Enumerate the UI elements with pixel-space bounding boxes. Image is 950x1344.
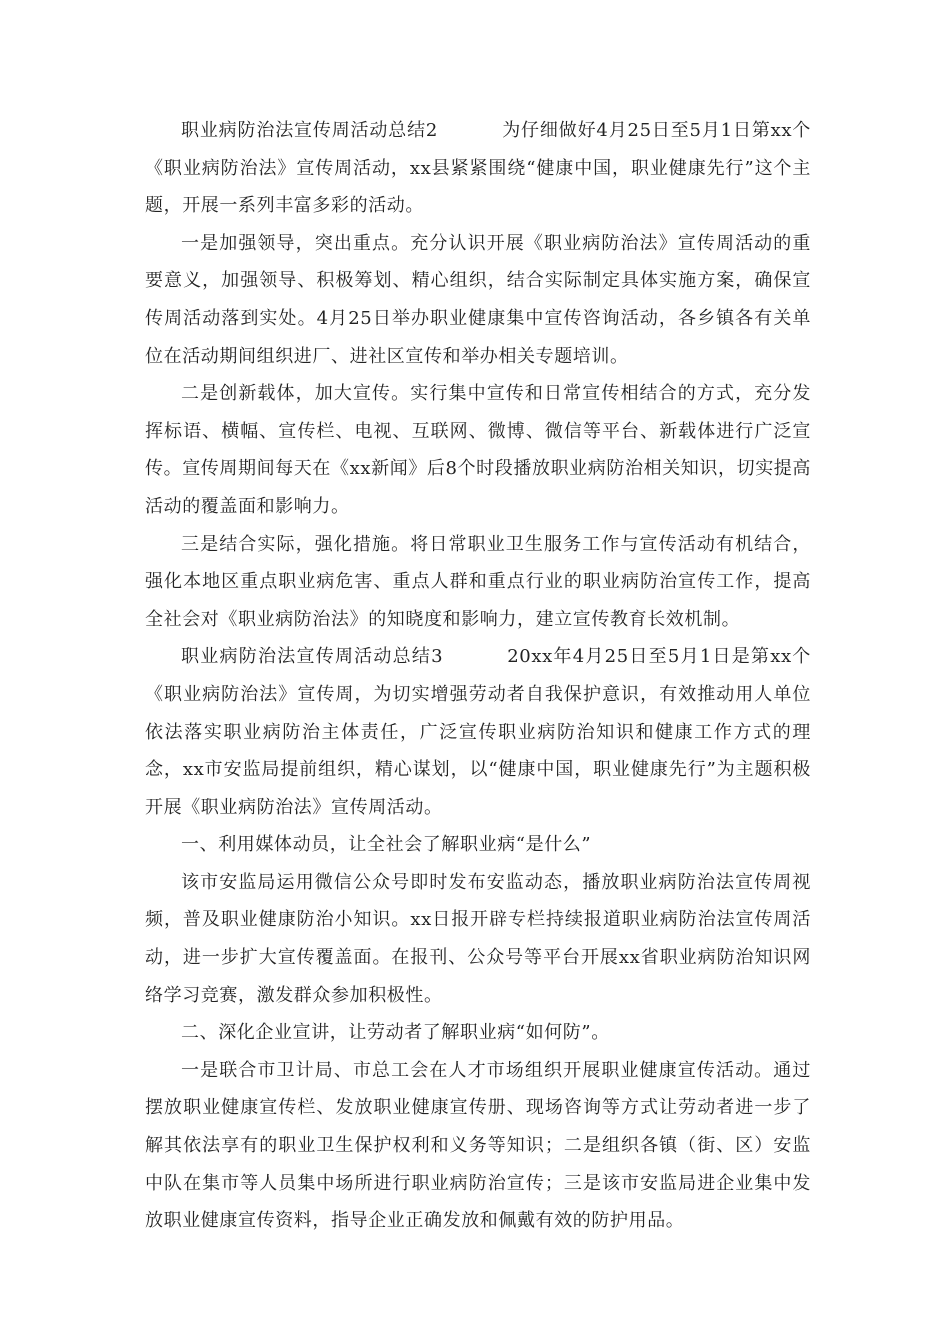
subheading-media: 一、利用媒体动员，让全社会了解职业病“是什么” <box>181 834 592 856</box>
document-body <box>145 112 811 1240</box>
subheading-enterprise: 二、深化企业宣讲，让劳动者了解职业病“如何防”。 <box>181 1022 610 1044</box>
paragraph-measures: 三是结合实际，强化措施。将日常职业卫生服务工作与宣传活动有机结合，强化本地区重点职业病危害、重点人群和重点行业的职业病防治宣传工作，提高全社会对《职业病防治法》的知晓度和影响力，建立宣传教育长效机制。 <box>145 533 811 630</box>
paragraph-leadership: 一是加强领导，突出重点。充分认识开展《职业病防治法》宣传周活动的重要意义，加强领导、积极筹划、精心组织，结合实际制定具体实施方案，确保宣传周活动落到实处。4月25日举办职业健康集中宣传咨询活动，各乡镇各有关单位在活动期间组织进厂、进社区宣传和举办相关专题培训。 <box>145 232 811 367</box>
paragraph-summary-3-intro <box>145 638 811 826</box>
paragraph-innovation: 二是创新载体，加大宣传。实行集中宣传和日常宣传相结合的方式，充分发挥标语、横幅、宣传栏、电视、互联网、微博、微信等平台、新载体进行广泛宣传。宣传周期间每天在《xx新闻》后8个时段播放职业病防治相关知识，切实提高活动的覆盖面和影响力。 <box>145 383 811 517</box>
section-heading-summary-2: 职业病防治法宣传周活动总结2 <box>181 120 438 141</box>
paragraph-media: 该市安监局运用微信公众号即时发布安监动态，播放职业病防治法宣传周视频，普及职业健康防治小知识。xx日报开辟专栏持续报道职业病防治法宣传周活动，进一步扩大宣传覆盖面。在报刊、公众号等平台开展xx省职业病防治知识网络学习竞赛，激发群众参加积极性。 <box>145 871 811 1006</box>
paragraph-text: 20xx年4月25日至5月1日是第xx个《职业病防治法》宣传周，为切实增强劳动者自我保护意识，有效推动用人单位依法落实职业病防治主体责任，广泛宣传职业病防治知识和健康工作方式的理念，xx市安监局提前组织，精心谋划，以“健康中国，职业健康先行”为主题积极开展《职业病防治法》宣传周活动。 <box>145 646 811 818</box>
paragraph-summary-2-intro <box>145 112 811 225</box>
section-heading-summary-3: 职业病防治法宣传周活动总结3 <box>181 646 444 668</box>
paragraph-enterprise: 一是联合市卫计局、市总工会在人才市场组织开展职业健康宣传活动。通过摆放职业健康宣传栏、发放职业健康宣传册、现场咨询等方式让劳动者进一步了解其依法享有的职业卫生保护权利和义务等知识；二是组织各镇（街、区）安监中队在集市等人员集中场所进行职业病防治宣传；三是该市安监局进企业集中发放职业健康宣传资料，指导企业正确发放和佩戴有效的防护用品。 <box>145 1059 811 1232</box>
paragraph-text: 为仔细做好4月25日至5月1日第xx个《职业病防治法》宣传周活动，xx县紧紧围绕“健康中国，职业健康先行”这个主题，开展一系列丰富多彩的活动。 <box>145 120 811 217</box>
